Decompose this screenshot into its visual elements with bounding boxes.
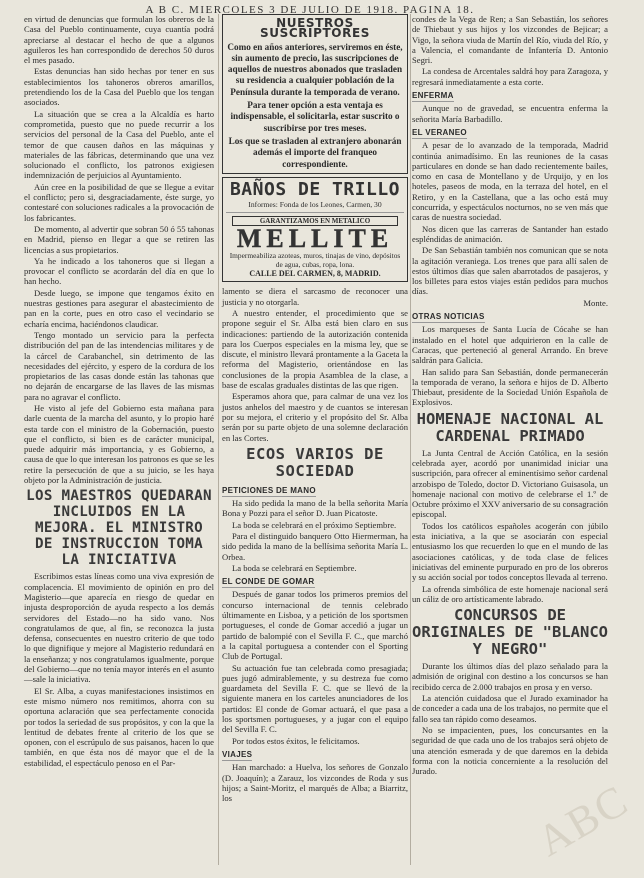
ad-description: Impermeabiliza azoteas, muros, tinajas de vino, depósitos de agua, cubas, ropa, lona. <box>229 251 401 270</box>
ad-guarantee: GARANTIZAMOS EN METALICO <box>232 216 398 227</box>
paragraph: Aún cree en la posibilidad de que se llegue a evitar el conflicto; pero si, desgraciadamente, éste surge, yo contestaré con soluciones radicales a la provocación de los fabricantes. <box>24 181 214 223</box>
ad-address: CALLE DEL CARMEN, 8, MADRID. <box>249 269 381 279</box>
section-heading: OTRAS NOTICIAS <box>412 312 485 323</box>
column-rule <box>218 14 219 865</box>
notice-text: Los que se trasladen al extranjero abonarán además el importe del franqueo correspondiente. <box>228 135 402 169</box>
headline-ecos: ECOS VARIOS DE SOCIEDAD <box>246 444 384 480</box>
paragraph: Todos los católicos españoles acogerán con júbilo esta iniciativa, a la que se asociarán con especial entusiasmo los que recuerden lo que en el mundo de las asociaciones católicas, y de toda clase de felices iniciativas del eminente purpurado en pro de los obreros y su acción social por todos conceptos llevada al terreno. <box>412 520 608 583</box>
headline-maestros: LOS MAESTROS QUEDARAN INCLUIDOS EN LA MEJORA. EL MINISTRO DE INSTRUCCION TOMA LA INICIATIVA <box>26 488 212 569</box>
section-heading: EL CONDE DE GOMAR <box>222 577 315 588</box>
advertisement <box>222 177 408 283</box>
paragraph: A pesar de lo avanzado de la temporada, Madrid continúa animadísimo. En las reuniones de la casas particulares en donde se han dado recientemente bailes, como en casa de Montellano y de Urquijo, y en los hoteles, paseos de moda, en la terraza del hotel, en el Retiro, y en la Castellana, que a las ocho está muy concurrida, y espectáculos nocturnos, no se ven más que caras de nuestra sociedad. <box>412 140 608 223</box>
column-3 <box>412 14 608 865</box>
paragraph: A nuestro entender, el procedimiento que se propone seguir el Sr. Alba está bien claro en sus indicaciones: partiendo de la autorización contenida para los Cuerpos especiales en la misma ley, que se discute, el ministro llevará prontamente a la Gaceta la reforma del Magisterio, orientándose en las conclusiones de la propia Asamblea de la clase, a base de escalas graduales distintas de las que rigen. <box>222 307 408 391</box>
section-heading: ENFERMA <box>412 91 454 102</box>
column-1 <box>24 14 214 865</box>
paragraph: El Sr. Alba, a cuyas manifestaciones insistimos en este mismo número nos remitimos, ahorra con su oportuna aclaración que sea perfectamente conocida por todos la seriedad de sus propósitos, y con la que la lentitud de debates frente al criterio de los que se oponen, con el escrúpulo de sus paisanos, hacen lo que también, en que ésta nos dé mayor que el de la estabilidad, el espectáculo penoso en el Par- <box>24 685 214 768</box>
paragraph: La Junta Central de Acción Católica, en la sesión celebrada ayer, acordó por unanimidad iniciar una suscripción, para ofrecer al eminentísimo señor cardenal arzobispo de Toledo, doctor D. Victoriano Guisasola, un homenaje nacional con motivo de celebrarse el 1.º de Octubre próximo el XXV aniversario de su consagración episcopal. <box>412 447 608 520</box>
paragraph: Han salido para San Sebastián, donde permanecerán la temporada de verano, la señora e hijos de D. Alberto Thiebaut, presidente de la Sociedad Unión Española de Explosivos. <box>412 366 608 408</box>
paragraph: La situación que se crea a la Alcaldía es harto comprometida, puesto que no puede recurrir a los servicios del personal de la Casa del Pueblo, ante el temor de que causen daños en las máquinas y materiales de las fábricas, determinando que una vez solucionado el conflicto, los patronos exigiesen indemnización de perjuicios al Ayuntamiento. <box>24 108 214 181</box>
paragraph: lamento se diera el sarcasmo de reconocer una justicia y no otorgarla. <box>222 286 408 307</box>
section-heading: VIAJES <box>222 750 252 761</box>
paragraph: Por todos estos éxitos, le felicitamos. <box>232 735 360 746</box>
paragraph: No se impacienten, pues, los concursantes en la seguridad de que cada uno de los trabajos será objeto de una atención esmerada y de que daremos en la debida forma con la noticia concerniente a la resolución del Jurado. <box>412 724 608 777</box>
paragraph: Su actuación fue tan celebrada como presagiada; pues jugó admirablemente, y su destreza fue como guardameta del Sevilla F. C. que se llevó de la siguiente manera en los carteles anunciadores de los partidos: El conde de Gomar actuará, el que pasa a los sportsmen portugueses, y a jugar con el equipo del Sevilla F. C. <box>222 662 408 735</box>
paragraph: Estas denuncias han sido hechas por tener en sus establecimientos los tahoneros obreros amarillos, pretendiendo los de la Casa del Pueblo que los tengan asociados. <box>24 66 214 108</box>
notice-text: Como en años anteriores, serviremos en éste, sin aumento de precio, las suscripciones de aquellos de nuestros abonados que trasladen su residencia a cualquier población de la Península durante la temporada de verano. <box>227 41 403 97</box>
paragraph: Aunque no de gravedad, se encuentra enferma la señorita María Barbadillo. <box>412 103 608 124</box>
paragraph: Durante los últimos días del plazo señalado para la admisión de original con destino a los concursos se han recibido cerca de 2.000 trabajos en prosa y en verso. <box>412 661 608 692</box>
watermark: ABC <box>528 775 637 866</box>
paragraph: He visto al jefe del Gobierno esta mañana para darle cuenta de la marcha del asunto, y lo propio haré esta tarde con el ministro de la Gobernación, puesto que el conflicto, si bien es de carácter municipal, puede adquirir más importancia, y es Gobierno, a causa de que lo que interesan los patronos es que se les retire la persecución de que a su juicio, se les haya objeto por la Administración de justicia. <box>24 402 214 486</box>
paragraph: Nos dicen que las carreras de Santander han estado espléndidas de animación. <box>412 223 608 244</box>
headline-concursos: CONCURSOS DE ORIGINALES DE "BLANCO Y NEGRO" <box>412 606 608 659</box>
subscribers-notice <box>222 14 408 174</box>
paragraph: De San Sebastián también nos comunican que se nota la agitación veraniega. Los trenes que para allí salen de estos últimos días que salen abarrotados de pasajeros, y los billetes para estos viajes están pedidos para muchos días. <box>412 245 608 297</box>
paragraph: La boda se celebrará en el próximo Septiembre. <box>232 519 397 530</box>
paragraph: Los marqueses de Santa Lucía de Cócahe se han instalado en el hotel que adquirieron en la calle de Caracas, que perteneció al general Arrando. En breve saldrán para Galicia. <box>412 324 608 366</box>
paragraph: La atención cuidadosa que el Jurado examinador ha de conceder a cada una de los trabajos, no permite que el fallo sea tan rápido como deseamos. <box>412 693 608 724</box>
section-heading: PETICIONES DE MANO <box>222 486 316 497</box>
paragraph: Desde luego, se impone que tengamos éxito en nuestras gestiones para asegurar el abastecimiento de pan en la corte, pues en otro caso el vecindario se echaría encima, haciéndonos claudicar. <box>24 287 214 329</box>
signature: Monte. <box>583 297 608 308</box>
ad-title: BAÑOS DE TRILLO <box>229 178 401 200</box>
paragraph: en virtud de denuncias que formulan los obreros de la Casa del Pueblo continuamente, cuya cuantía podrá apreciarse al destacar el hecho de que a algunos aguileros les han correspondido de derechos 50 duros el mes pasado. <box>24 14 214 66</box>
divider <box>226 212 404 213</box>
paragraph: Esperamos ahora que, para calmar de una vez los justos anhelos del maestro y de cuantos se interesan por su mejora, el criterio y el propósito del Sr. Alba serán por su parte objeto de una solemne declaración en las Cortes. <box>222 391 408 443</box>
ad-info: Informes: Fonda de los Leones, Carmen, 30 <box>248 199 382 209</box>
paragraph: Ha sido pedida la mano de la bella señorita María Bona y Pozzi para el señor D. Juan Picatoste. <box>222 498 408 519</box>
paragraph: Después de ganar todos los primeros premios del concurso internacional de tennis celebrado últimamente en Lisboa, y a petición de los sportsmen portugueses, el conde de Gomar accedió a jugar un partido de balompié con el Sevilla F. C., que marchó a la capital portuguesa a contender con el Sporting Club de Portugal. <box>222 589 408 662</box>
paragraph: La boda se celebrará en Septiembre. <box>232 562 357 573</box>
column-rule <box>410 14 411 865</box>
paragraph: Ya he indicado a los tahoneros que si llegan a provocar el conflicto se acordarán del día en que lo han hecho. <box>24 255 214 287</box>
paragraph: Han marchado: a Huelva, los señores de Gonzalo (D. Joaquín); a Zarauz, los vizcondes de Roda y sus hijos; a Saint-Moritz, el marqués de Alba; a Biarritz, los <box>222 762 408 804</box>
column-2 <box>222 14 408 865</box>
paragraph: La ofrenda simbólica de este homenaje nacional será un cáliz de oro artísticamente labrado. <box>412 583 608 604</box>
notice-text: Para tener opción a esta ventaja es indispensable, el solicitarla, estar suscrito o suscribirse por tres meses. <box>230 100 400 133</box>
paragraph: Tengo montado un servicio para la perfecta distribución del pan de las intendencias militares y de la cárcel de Carabanchel, sin detrimento de las necesidades del ejército, y espero de la cordura de los propietarios de las casas donde están las tahonas que no dejarán de encargarse de las llaves de las mismas para no agravar el conflicto. <box>24 329 214 402</box>
paragraph: Para el distinguido banquero Otto Hiermerman, ha sido pedida la mano de la bellísima señorita María L. Orbea. <box>222 531 408 562</box>
ad-brand: MELLITE <box>236 224 394 254</box>
paragraph: La condesa de Arcentales saldrá hoy para Zaragoza, y regresará inmediatamente a esta corte. <box>412 66 608 87</box>
headline-homenaje: HOMENAJE NACIONAL AL CARDENAL PRIMADO <box>416 409 604 445</box>
subscribers-title: NUESTROS SUSCRIPTORES <box>259 16 370 41</box>
page-header: A B C. MIERCOLES 3 DE JULIO DE 1918. PAGINA 18. <box>145 4 475 16</box>
section-heading: EL VERANEO <box>412 128 467 139</box>
paragraph: Escribimos estas líneas como una viva expresión de complacencia. El movimiento de opinión en pro del Magisterio—que aparecía en riesgo de quedar en injusta desproporción de ayuda respecto a los demás servidores del Estado—no ha sido vano. Nos congratulamos de que, al fin, se reconozca la justa defensa, consecuentes en nuestro criterio de que todo lo que dignifique y mejore al Magisterio redundará en la enseñanza; y nos congratulamos igualmente, porque del Gobierno—que no tenía mayor interés en el asunto—sale la iniciativa. <box>24 571 214 685</box>
paragraph: De momento, al advertir que sobran 50 ó 55 tahonas en Madrid, pienso en llegar a que se retiren las licencias a sus propietarios. <box>24 223 214 255</box>
paragraph: condes de la Vega de Ren; a San Sebastián, los señores de Thiebaut y sus hijos y los vizcondes de Bejicar; a Vigo, la señora viuda de Martín del Río, viuda del Río, y a Valencia, el comandante de Infantería D. Antonio Segri. <box>412 14 608 66</box>
